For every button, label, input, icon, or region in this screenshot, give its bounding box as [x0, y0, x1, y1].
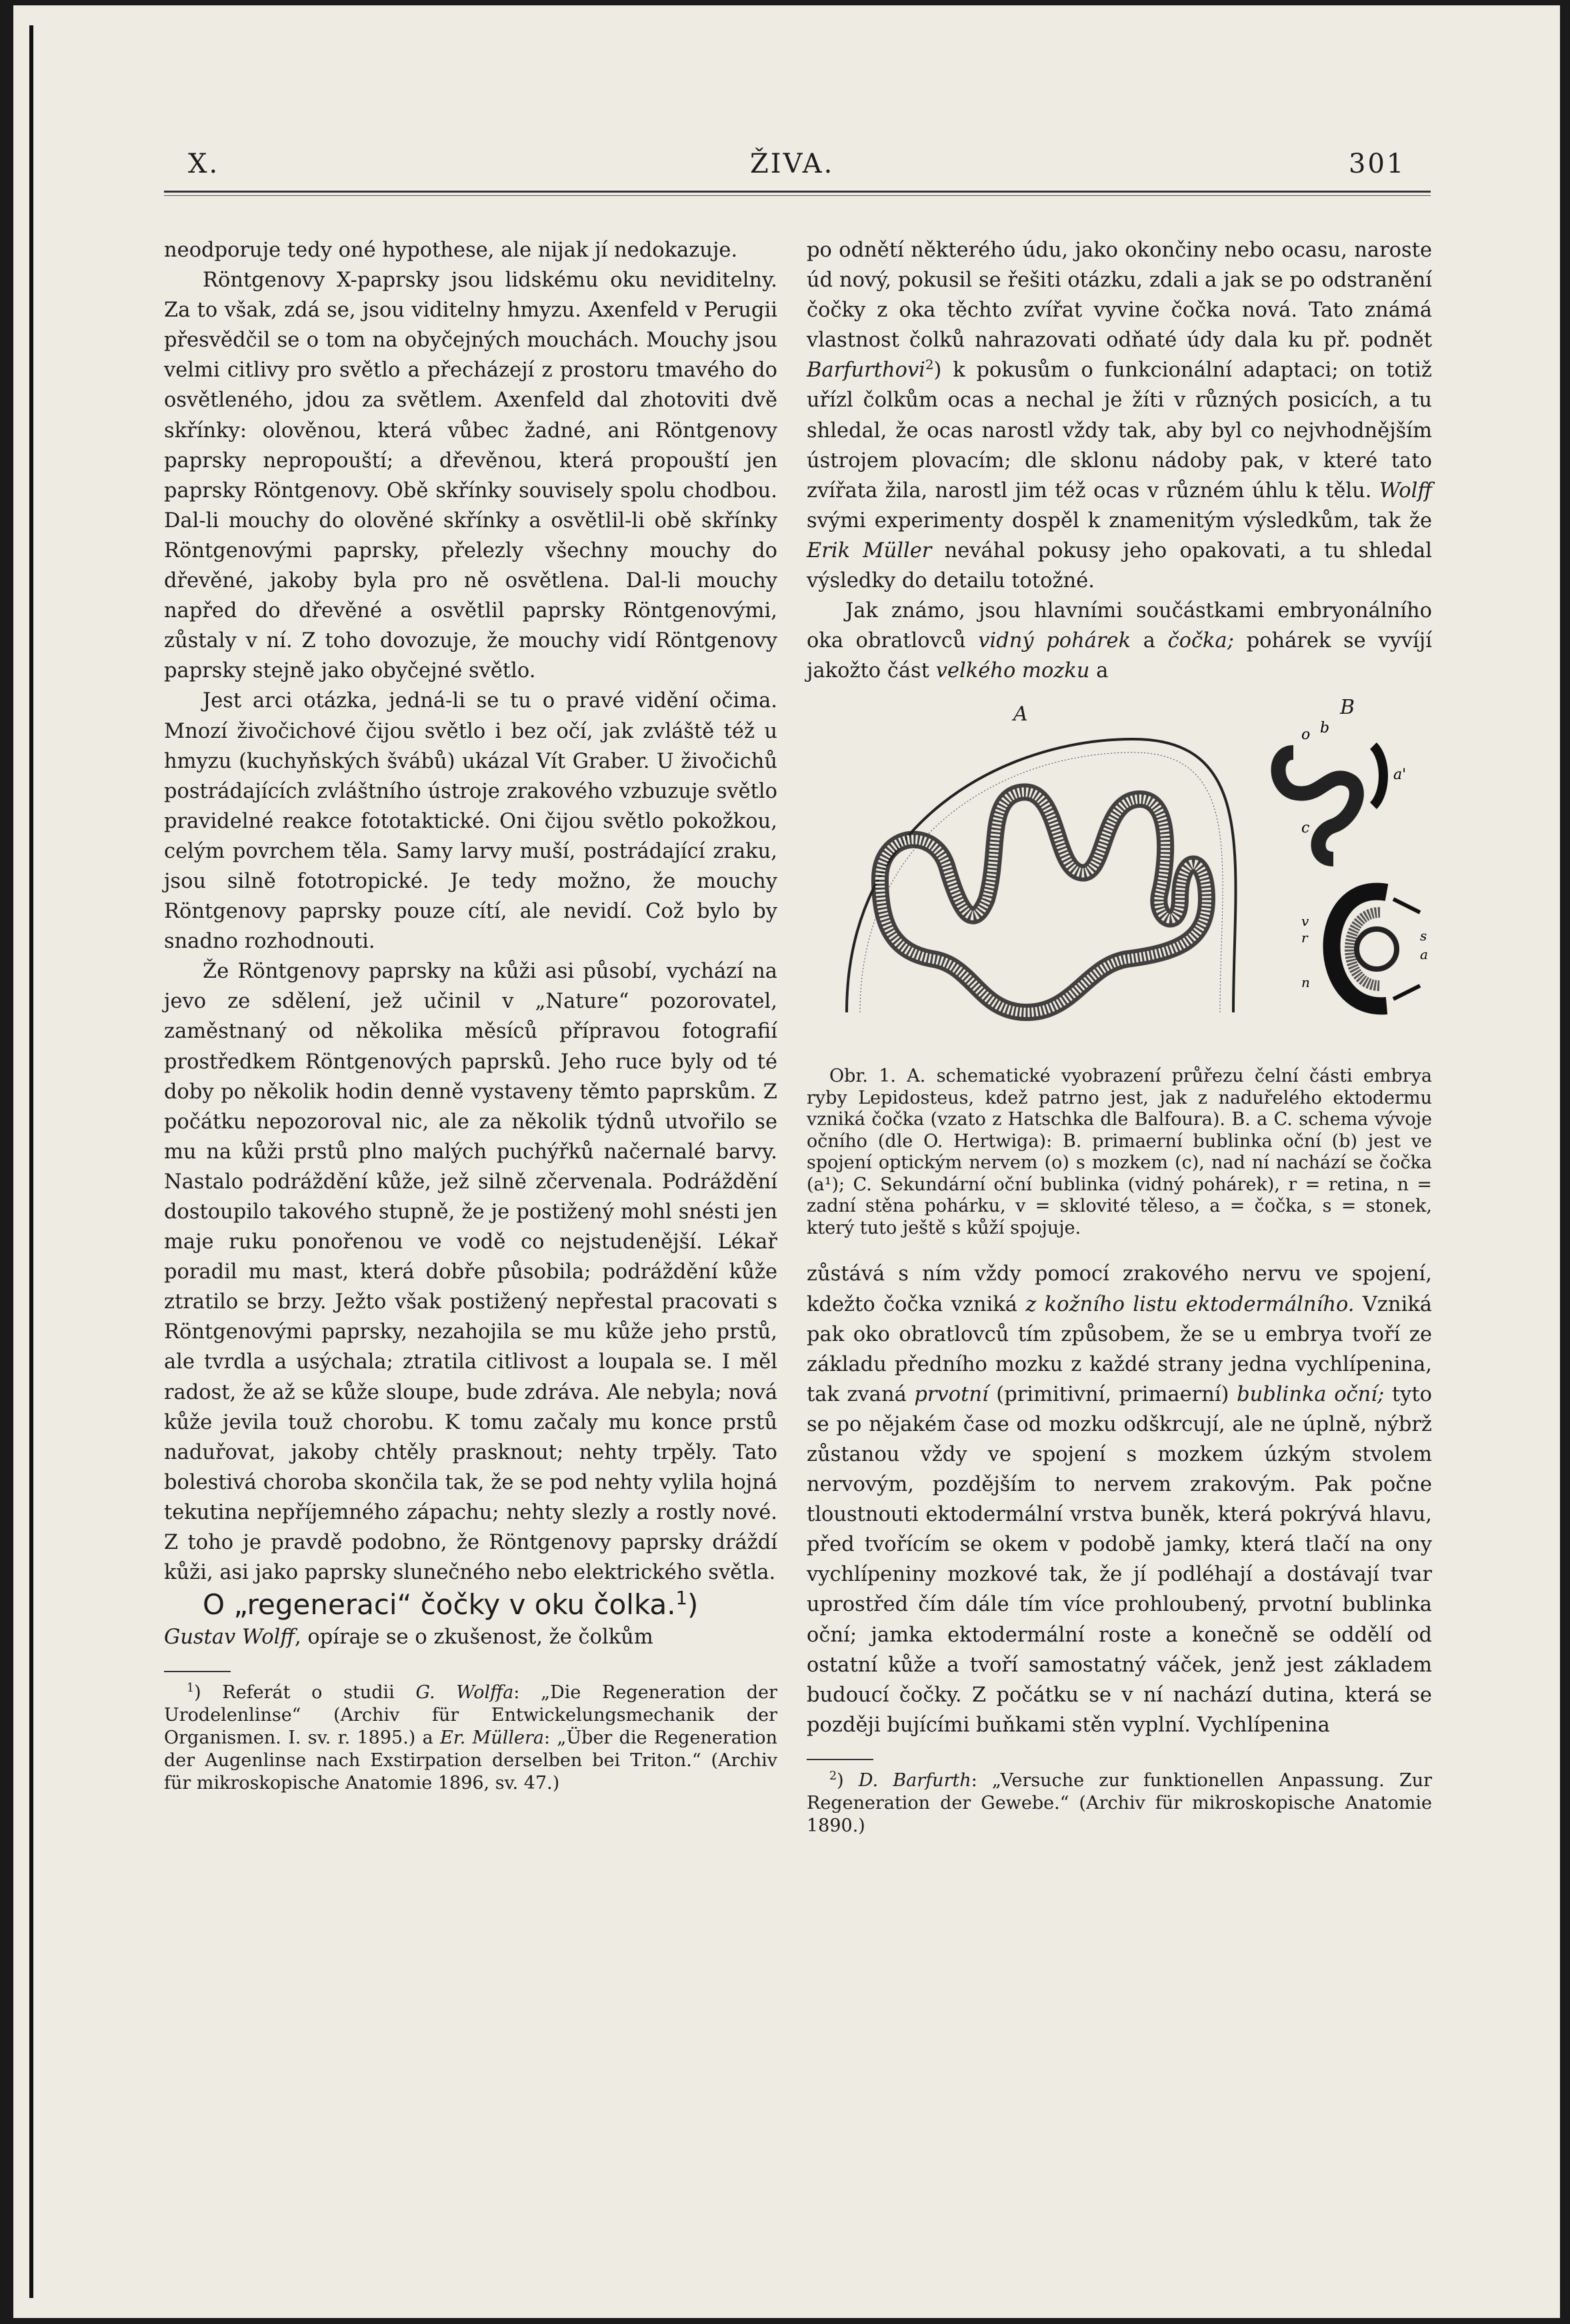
header-journal-title: ŽIVA.: [750, 149, 835, 179]
figure-c-lens: [1357, 929, 1397, 969]
footnote-text: ): [837, 1769, 859, 1791]
figure-c-label: s: [1420, 928, 1427, 944]
header-rule-thin: [164, 195, 1431, 196]
header-rule: [164, 191, 1431, 193]
paragraph: Röntgenovy X-paprsky jsou lidskému oku neviditelny. Za to však, zdá se, jsou viditelny hmyzu. Axenfeld v Perugii přesvědčil se o tom na obyčejných mouchách. Mouchy jsou velmi citlivy pro světlo a přecházejí z prostoru tmavého do osvětleného, jdou za světlem. Axenfeld dal zhotoviti dvě skřínky: olověnou, která vůbec žadné, ani Röntgenovy paprsky nepropouští; a dřevěnou, která propouští jen paprsky Röntgenovy. Obě skřínky souvisely spolu chodbou. Dal-li mouchy do olověné skřínky a osvětlil-li obě skřínky Röntgenovými paprsky, přelezly všechny mouchy do dřevěné, jakoby byla pro ně osvětlena. Dal-li mouchy napřed do dřevěné a osvětlil paprsky Röntgenovými, zůstaly v ní. Z toho dovozuje, že mouchy vidí Röntgenovy paprsky stejně jako obyčejné světlo.: [164, 269, 777, 683]
paragraph-text: a: [1089, 659, 1109, 683]
footnote-ref: 1: [675, 1588, 688, 1610]
paragraph-text: neváhal pokusy jeho opakovati, a tu shledal výsledky do detailu totožné.: [807, 539, 1432, 593]
term: vidný pohárek: [978, 629, 1131, 653]
scan-binding-edge: [29, 25, 33, 2298]
paragraph-text: a: [1131, 629, 1168, 653]
footnote-rule: [807, 1759, 873, 1760]
figure-b-label: c: [1301, 820, 1310, 837]
paragraph-text: pohárek se vyvíjí jakožto část: [807, 629, 1432, 683]
figure-b-label: a': [1393, 766, 1407, 784]
footnote: [807, 1769, 1432, 1837]
article-title: O „regeneraci“ čočky v oku čolka.$^1$): [203, 1588, 699, 1622]
paragraph-text: , opíraje se o zkušenost, že čolkům: [295, 1626, 653, 1650]
paragraph: [807, 1259, 1432, 1740]
figure-c-label: n: [1301, 974, 1310, 991]
author-name: Erik Müller: [807, 539, 932, 563]
footnote: [164, 1682, 777, 1794]
paragraph: [807, 235, 1432, 596]
figure-c-label: a: [1420, 946, 1428, 963]
author-name: Barfurthovi: [807, 359, 925, 383]
footnote-text: ) Referát o studii: [194, 1682, 416, 1704]
footnote-ref: 2: [925, 357, 934, 373]
term: bublinka oční;: [1237, 1382, 1385, 1406]
figure-label-a: A: [1013, 702, 1028, 726]
figure-label-b: B: [1340, 696, 1355, 720]
figure-c-label: v: [1301, 913, 1309, 930]
figure-caption-text: Obr. 1. A. schematické vyobrazení průřezu čelní části embrya ryby Lepidosteus, kdež patrno jest, jak z naduřelého ektodermu vzniká čočka (vzato z Hatschka dle Balfoura). B. a C. schema vývoje očního (dle O. Hertwiga): B. primaerní bublinka oční (b) jest ve spojení optickým nervem (o) s mozkem (c), nad ní nachází se čočka (a¹); C. Sekundární oční bublinka (vidný pohárek), r = retina, n = zadní stěna pohárku, v = sklovité těleso, a = čočka, s = stonek, který tuto ještě s kůží spojuje.: [807, 1066, 1432, 1238]
right-column: [807, 235, 1432, 1837]
figure-drawing: [807, 699, 1432, 1046]
footnote-text: : „Versuche zur funktionellen Anpassung. Zur Regeneration der Gewebe.“ (Archiv für mikroskopische Anatomie 1890.): [807, 1769, 1433, 1836]
figure-b-label: o: [1301, 726, 1311, 744]
figure-embryo-eye: [807, 696, 1432, 1046]
figure-b-lens: [1373, 746, 1383, 806]
footnote-author: G. Wolffa: [415, 1682, 514, 1704]
term: čočka;: [1167, 629, 1234, 653]
footnote-rule: [164, 1671, 231, 1672]
term: velkého mozku: [935, 659, 1090, 683]
figure-caption: [807, 1066, 1432, 1239]
footnote-text: : „Über die Regeneration der Augenlinse nach Exstirpation derselben bei Triton.“ (Archiv für mikroskopische Anatomie 1896, sv. 47.): [164, 1727, 777, 1793]
article-title-text: O „regeneraci“ čočky v oku čolka.: [203, 1588, 676, 1622]
paragraph-text: Jak známo, jsou hlavními součástkami embryonálního oka obratlovců: [807, 599, 1432, 653]
paragraph: [164, 1622, 777, 1652]
figure-b-vesicle: [1279, 752, 1357, 859]
paragraph-text: svými experimenty dospěl k znamenitým výsledkům, tak že: [807, 509, 1432, 533]
paragraph-text: po odnětí některého údu, jako okončiny nebo ocasu, naroste úd nový, pokusil se řešiti otázku, zdali a jak se po odstranění čočky z oka těchto zvířat vyvine čočka nová. Tato známá vlastnost čolků nahrazovati odňaté údy dala ku př. podnět: [807, 239, 1432, 353]
figure-c-label: r: [1301, 930, 1308, 946]
term: z kožního listu ektodermálního.: [1025, 1292, 1355, 1316]
term: prvotní: [914, 1382, 989, 1406]
paragraph-text: zůstává s ním vždy pomocí zrakového nervu ve spojení, kdežto čočka vzniká: [807, 1262, 1432, 1316]
paragraph-text: Vzniká pak oko obratlovců tím způsobem, že se u embrya tvoří ze základu předního mozku z každé strany jedna vychlípenina, tak zvaná: [807, 1292, 1432, 1406]
figure-b-label: b: [1320, 720, 1330, 737]
paragraph-text: (primitivní, primaerní): [988, 1382, 1237, 1406]
footnote-mark: 2: [829, 1769, 837, 1783]
paragraph: [807, 596, 1432, 686]
paragraph: neodporuje tedy oné hypothese, ale nijak jí nedokazuje.: [164, 239, 738, 262]
left-column: [164, 235, 777, 1794]
header-page-number: 301: [1349, 149, 1406, 179]
footnote-author: D. Barfurth: [858, 1769, 971, 1791]
header-section-number: X.: [188, 149, 220, 179]
paragraph: Že Röntgenovy paprsky na kůži asi působí, vychází na jevo ze sdělení, jež učinil v „Nature“ pozorovatel, zaměstnaný od několika měsíců přípravou fotografií prostředkem Röntgenových paprsků. Jeho ruce byly od té doby po několik hodin denně vystaveny těmto paprskům. Z počátku nepozoroval nic, ale za několik týdnů utvořilo se mu na kůži prstů plno malých puchýřků načernalé barvy. Nastalo podráždění kůže, jež silně zčervenala. Podráždění dostoupilo takového stupně, že je postižený mohl snésti jen maje ruku ponořenou ve vodě co nejstudenější. Lékař poradil mu mast, která dobře působila; podráždění kůže ztratilo se brzy. Ježto však postižený nepřestal pracovati s Röntgenovými paprsky, nezahojila se mu kůže jeho prstů, ale tvrdla a usýchala; ztratila citlivost a loupala se. I měl radost, že až se kůže sloupe, bude zdráva. Ale nebyla; nová kůže jevila touž chorobu. K tomu začaly mu konce prstů naduřovat, jakoby chtěly prasknout; nehty trpěly. Tato bolestivá choroba skončila tak, že se pod nehty vylila hojná tekutina nepříjemného zápachu; nehty slezly a rostly nové. Z toho je pravdě podobno, že Röntgenovy paprsky dráždí kůži, asi jako paprsky slunečného nebo elektrického světla.: [164, 960, 777, 1585]
page: [13, 5, 1560, 2318]
paragraph: Jest arci otázka, jedná-li se tu o pravé vidění očima. Mnozí živočichové čijou světlo i bez očí, jak zvláště též u hmyzu (kuchyňských švábů) ukázal Vít Graber. U živočichů postrádajících zvláštního ústroje zrakového vzbuzuje světlo pravidelné reakce fototaktické. Oni čijou světlo pokožkou, celým povrchem těla. Samy larvy muší, postrádající zraku, jsou silně fototropické. Je tedy možno, že mouchy Röntgenovy paprsky pouze cítí, ale nevidí. Což bylo by snadno rozhodnouti.: [164, 689, 777, 954]
footnote-mark: 1: [187, 1682, 195, 1696]
author-name: Wolff: [1379, 479, 1432, 503]
footnote-text: : „Die Regeneration der Urodelenlinse“ (Archiv für Entwickelungsmechanik der Organismen. I. sv. r. 1895.) a: [164, 1682, 777, 1748]
footnote-author: Er. Müllera: [440, 1727, 544, 1748]
paragraph-text: ) k pokusům o funkcionální adaptaci; on totiž uřízl čolkům ocas a nechal je žíti v různých posicích, a tu shledal, že ocas narostl vždy tak, aby byl co nejvhodnějším ústrojem plovacím; dle sklonu nádoby pak, v které tato zvířata žila, narostl jim též ocas v různém úhlu k tělu.: [807, 359, 1432, 503]
paragraph-text: tyto se po nějakém čase od mozku odškrcují, ale ne úplně, nýbrž zůstanou vždy ve spojení s mozkem úzkým stvolem nervovým, pozdějším to nervem zrakovým. Pak počne tloustnouti ektodermální vrstva buněk, která pokrývá hlavu, před tvořícím se okem v podobě jamky, která tlačí na ony vychlípeniny mozkové tak, že jí podléhají a dostávají tvar uprostřed čím dále tím více prohloubený, prvotní bublinka oční; jamka ektodermální roste a konečně se oddělí od ostatní kůže a tvoří samostatný váček, jenž jest základem budoucí čočky. Z počátku se v ní nachází dutina, která se později bujícími buňkami stěn vyplní. Vychlípenina: [807, 1382, 1432, 1737]
author-name: Gustav Wolff: [164, 1626, 295, 1650]
